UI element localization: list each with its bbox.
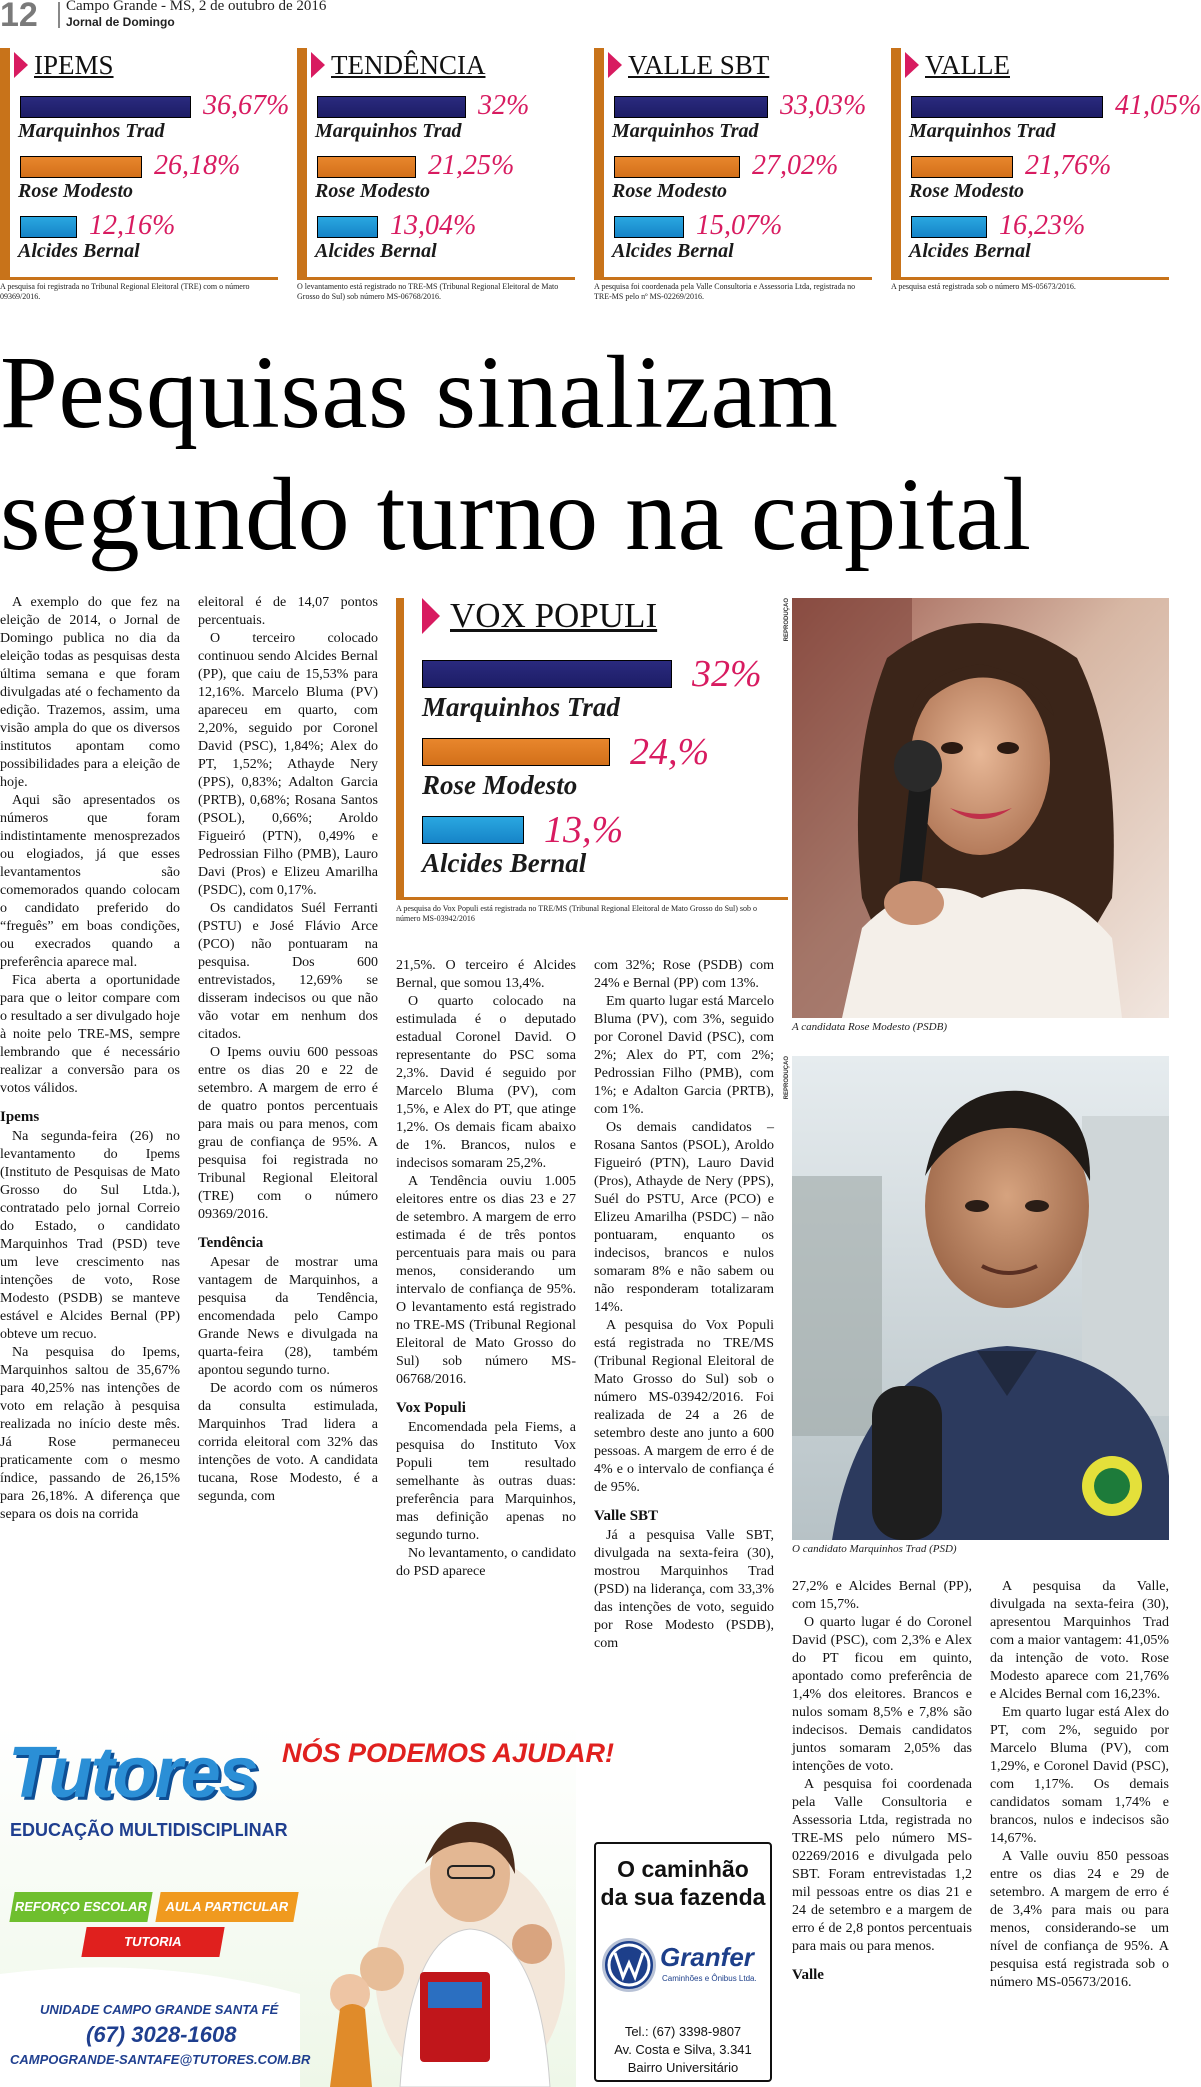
granfer-headline-1: O caminhão [617, 1856, 749, 1882]
vox-percent: 32% [692, 653, 762, 695]
poll-percent: 32% [478, 90, 530, 121]
dateline: Campo Grande - MS, 2 de outubro de 2016 [66, 0, 327, 14]
headline-line-1: Pesquisas sinalizam [0, 335, 839, 450]
paragraph: A exemplo do que fez na eleição de 2014, o Jornal de Domingo publica no dia da eleição todas as pesquisas desta última semana e que foram divulgadas até o fechamento da edição. Trazemos, assim, uma visão ampla do que os diversos institutos apontam como possibilidades para a eleição de hoje. [0, 595, 180, 790]
poll-percent: 41,05% [1115, 90, 1201, 121]
article-column-3 [396, 957, 576, 1717]
headline [0, 332, 1169, 576]
poll-bottom-bar [891, 277, 1169, 280]
poll-bar [20, 156, 142, 178]
article-column-2 [198, 594, 378, 1714]
vox-candidate: Alcides Bernal [422, 848, 587, 878]
poll-candidate: Rose Modesto [612, 180, 727, 202]
marquinhos-trad-photo [792, 1056, 1169, 1540]
poll-candidate: Alcides Bernal [909, 240, 1031, 262]
poll-box [0, 0, 290, 301]
paragraph: Já a pesquisa Valle SBT, divulgada na sexta-feira (30), mostrou Marquinhos Trad (PSD) na liderança, com 33,3% das intenções de voto, seguido por Rose Modesto (PSDB), com [594, 1528, 774, 1651]
marquinhos-caption: O candidato Marquinhos Trad (PSD) [792, 1543, 957, 1555]
poll-candidate: Rose Modesto [18, 180, 133, 202]
tutores-ad[interactable] [0, 1724, 615, 2087]
poll-percent: 12,16% [89, 210, 176, 241]
poll-left-bar [594, 48, 604, 280]
vox-note: A pesquisa do Vox Populi está registrada no TRE/MS (Tribunal Regional Eleitoral de Mato Grosso do Sul) sob o número MS-03942/2016 [396, 904, 758, 923]
poll-marker-icon [311, 52, 325, 78]
article-column-1 [0, 594, 180, 1714]
poll-percent: 26,18% [154, 150, 241, 181]
paragraph: De acordo com os números da consulta estimulada, Marquinhos Trad lidera a corrida eleitoral com 32% das intenções de voto. A candidata tucana, Rose Modesto, é a segunda, com [198, 1381, 378, 1504]
poll-candidate: Alcides Bernal [612, 240, 734, 262]
paragraph: A Valle ouviu 850 pessoas entre os dias 24 e 29 de setembro. A margem de erro é de 3,4% para mais ou para menos, considerando-se um nível de confiança de 95%. A pesquisa está registrada sob o número MS-05673/2016. [990, 1849, 1169, 1990]
vox-title: VOX POPULI [450, 596, 658, 635]
article-column-4 [594, 957, 774, 1837]
poll-candidate: Alcides Bernal [18, 240, 140, 262]
poll-percent: 33,03% [780, 90, 867, 121]
photo-credit-1: REPRODUÇÃO [784, 598, 790, 642]
tutores-email: CAMPOGRANDE-SANTAFE@TUTORES.COM.BR [10, 2052, 311, 2067]
paragraph: Os candidatos Suél Ferranti (PSTU) e José Flávio Arce (PCO) não pontuaram na pesquisa. Dos 600 entrevistados, 12,69% se disseram indecisos ou que não vão votar em nenhum dos citados. [198, 901, 378, 1042]
poll-left-bar [891, 48, 901, 280]
tutores-unit: UNIDADE CAMPO GRANDE SANTA FÉ [40, 2002, 279, 2017]
tutores-phone: (67) 3028-1608 [86, 2022, 237, 2047]
granfer-ad[interactable] [594, 1842, 772, 2082]
poll-bar [614, 96, 768, 118]
poll-bottom-bar [0, 277, 278, 280]
poll-bar [614, 156, 740, 178]
poll-percent: 16,23% [999, 210, 1086, 241]
poll-bar [911, 216, 987, 238]
paragraph: eleitoral é de 14,07 pontos percentuais. [198, 595, 378, 628]
poll-left-bar [297, 48, 307, 280]
poll-candidate: Rose Modesto [315, 180, 430, 202]
paragraph: A pesquisa da Valle, divulgada na sexta-feira (30), apresentou Marquinhos Trad com a maior vantagem: 41,05% da intenção de voto. Rose Modesto aparece com 21,76% e Alcides Bernal com 16,23%. [990, 1579, 1169, 1702]
vox-bottom-bar [396, 897, 788, 900]
vox-bar [422, 660, 672, 688]
poll-bar [317, 216, 378, 238]
vox-percent: 13,% [544, 809, 624, 851]
tutores-slogan: NÓS PODEMOS AJUDAR! [282, 1738, 615, 1768]
subheading: Vox Populi [396, 1400, 466, 1416]
vox-bar [422, 738, 610, 766]
poll-bar [20, 96, 191, 118]
poll-bar [911, 156, 1013, 178]
poll-candidate: Marquinhos Trad [612, 120, 759, 142]
vox-bar [422, 816, 524, 844]
subheading: Valle [792, 1967, 824, 1983]
vox-candidate: Marquinhos Trad [422, 692, 620, 722]
vox-percent: 24,% [630, 731, 710, 773]
poll-percent: 15,07% [696, 210, 783, 241]
paragraph: O Ipems ouviu 600 pessoas entre os dias 20 e 22 de setembro. A margem de erro é de quatro pontos percentuais para mais ou para menos, com grau de confiança de 95%. A pesquisa foi registrada no Tribunal Regional Eleitoral (TRE) com o número 09369/2016. [198, 1045, 378, 1222]
poll-bar [911, 96, 1103, 118]
poll-note: A pesquisa foi registrada no Tribunal Regional Eleitoral (TRE) com o número 09369/2016. [0, 282, 250, 301]
rose-caption: A candidata Rose Modesto (PSDB) [792, 1021, 947, 1033]
article-column-5 [792, 1578, 972, 2087]
paper-name: Jornal de Domingo [66, 15, 175, 29]
poll-bottom-bar [594, 277, 872, 280]
vw-logo-icon [602, 1938, 656, 1992]
poll-percent: 21,76% [1025, 150, 1112, 181]
paragraph: com 32%; Rose (PSDB) com 24% e Bernal (PP) com 13%. [594, 958, 774, 991]
vox-left-bar [396, 598, 404, 900]
paragraph: 21,5%. O terceiro é Alcides Bernal, que somou 13,4%. [396, 958, 576, 991]
poll-box [297, 0, 575, 301]
paragraph: O quarto colocado na estimulada é o deputado estadual Coronel David. O representante do PSC soma 2,3%. David é seguido por Marcelo Bluma (PV), com 1,5%, e Alex do PT, que atinge 1,2%. Os demais ficam abaixo de 1%. Brancos, nulos e indecisos somaram 25,2%. [396, 994, 576, 1171]
poll-bar [317, 96, 466, 118]
tutores-tagline: EDUCAÇÃO MULTIDISCIPLINAR [10, 1820, 288, 1840]
poll-left-bar [0, 48, 10, 280]
vox-candidate: Rose Modesto [422, 770, 578, 800]
article-column-6 [990, 1578, 1169, 2087]
paragraph: Na segunda-feira (26) no levantamento do Ipems (Instituto de Pesquisas de Mato Grosso do Sul Ltda.), contratado pelo jornal Correio do Estado, o candidato Marquinhos Trad (PSD) teve um leve crescimento nas intenções de voto, Rose Modesto (PSDB) se manteve estável e Alcides Bernal (PP) obteve um recuo. [0, 1129, 180, 1342]
poll-candidate: Rose Modesto [909, 180, 1024, 202]
paragraph: O terceiro colocado continuou sendo Alcides Bernal (PP), que caiu de 15,53% para 12,16%. Marcelo Bluma (PV) apareceu em quarto, com 2,20%, seguido por Coronel David (PSC), 1,84%; Alex do PT, 1,52%; Athayde Nery (PPS), 0,83%; Adalton Garcia (PRTB), 0,68%; Rosana Santos (PSOL), 0,66%; Aroldo Figueiró (PTN), 0,49% e Pedrossian Filho (PMB), Lauro Davi (Pros) e Elizeu Amarilha (PSDC), com 0,17%. [198, 631, 378, 898]
poll-marker-icon [14, 52, 28, 78]
granfer-district: Bairro Universitário [627, 2060, 739, 2075]
rose-modesto-photo [792, 598, 1169, 1018]
poll-candidate: Alcides Bernal [315, 240, 437, 262]
subheading: Valle SBT [594, 1508, 659, 1524]
granfer-headline-2: da sua fazenda [600, 1884, 766, 1910]
paragraph: Apesar de mostrar uma vantagem de Marquinhos, a pesquisa da Tendência, encomendada pelo Campo Grande News e divulgada na quarta-feira (28), também apontou segundo turno. [198, 1255, 378, 1378]
subheading: Ipems [0, 1109, 40, 1125]
poll-bar [614, 216, 684, 238]
paragraph: No levantamento, o candidato do PSD aparece [396, 1546, 576, 1579]
paragraph: A Tendência ouviu 1.005 eleitores entre os dias 23 e 27 de setembro. A margem de erro estimada é de três pontos percentuais para mais ou para menos, considerando um intervalo de confiança de 95%. O levantamento está registrado no TRE-MS (Tribunal Regional Eleitoral de Mato Grosso do Sul) sob número MS-06768/2016. [396, 1174, 576, 1387]
headline-line-2: segundo turno na capital [0, 457, 1032, 572]
granfer-address: Av. Costa e Silva, 3.341 [614, 2042, 752, 2057]
poll-title: VALLE SBT [628, 50, 770, 80]
poll-marker-icon [608, 52, 622, 78]
poll-bar [20, 216, 77, 238]
rose-modesto-illustration [792, 598, 1169, 1018]
paragraph: O quarto lugar é do Coronel David (PSC), com 2,3% e Alex do PT ficou em quinto, apontado como preferência de 1,4% dos eleitores. Brancos e nulos somam 8,5% e 7,8% são indecisos. Demais candidatos juntos somaram 2,05% das intenções de voto. [792, 1615, 972, 1774]
vox-marker-icon [422, 598, 440, 634]
poll-marker-icon [905, 52, 919, 78]
paragraph: Os demais candidatos – Rosana Santos (PSOL), Aroldo Figueiró (PTN), Lauro David (Pros), Athayde de Nery (PPS), Suél do PSTU, Arce (PCO) e Elizeu Amarilha (PSDC) – não pontuaram, enquanto os indecisos, brancos e nulos somaram 8% e não sabem ou não responderam totalizaram 14%. [594, 1120, 774, 1315]
paragraph: Encomendada pela Fiems, a pesquisa do Instituto Vox Populi tem resultado semelhante às outras duas: preferência para Marquinhos, mas definição apenas no segundo turno. [396, 1420, 576, 1543]
service-aula-badge: AULA PARTICULAR [155, 1892, 298, 1922]
poll-candidate: Marquinhos Trad [909, 120, 1056, 142]
marquinhos-illustration [792, 1056, 1169, 1540]
paragraph: Fica aberta a oportunidade para que o leitor compare com o resultado a ser divulgado hoje à noite pelo TRE-MS, sempre lembrando que é necessário realizar a conversão para os votos válidos. [0, 973, 180, 1096]
paragraph: 27,2% e Alcides Bernal (PP), com 15,7%. [792, 1579, 972, 1612]
poll-note: A pesquisa foi coordenada pela Valle Consultoria e Assessoria Ltda, registrada no TRE-MS pelo nº MS-02269/2016. [594, 282, 856, 301]
poll-percent: 13,04% [390, 210, 477, 241]
paragraph: Na pesquisa do Ipems, Marquinhos saltou de 35,67% para 40,25% nas intenções de voto em relação à pesquisa realizada no início deste mês. Já Rose permaneceu praticamente com o mesmo índice, passando de 26,15% para 26,18%. A diferença que separa os dois na corrida [0, 1345, 180, 1522]
poll-title: VALLE [925, 50, 1010, 80]
poll-bar [317, 156, 416, 178]
paragraph: Em quarto lugar está Marcelo Bluma (PV), com 3%, seguido por Coronel David (PSC), com 2%; Alex do PT, com 2%; Pedrossian Filho (PMB), com 1%; e Adalton Garcia (PRTB), com 1%. [594, 994, 774, 1117]
poll-box [891, 0, 1201, 291]
poll-title: IPEMS [34, 50, 114, 80]
service-tutoria-badge: TUTORIA [81, 1927, 224, 1957]
poll-percent: 36,67% [203, 90, 290, 121]
paragraph: A pesquisa do Vox Populi está registrada no TRE/MS (Tribunal Regional Eleitoral de Mato Grosso do Sul) sob o número MS-03942/2016. Foi realizada de 24 a 26 de setembro deste ano junto a 600 pessoas. A margem de erro é de 4% e o intervalo de confiança é de 95%. [594, 1318, 774, 1495]
poll-candidate: Marquinhos Trad [315, 120, 462, 142]
paragraph: Em quarto lugar está Alex do PT, com 2%, seguido por Marcelo Bluma (PV), com 1,29%, e Coronel David (PSC), com 1,17%. Os demais candidatos somam 1,74% e brancos, nulos e indecisos são 14,67%. [990, 1705, 1169, 1846]
poll-title: TENDÊNCIA [331, 50, 486, 80]
subheading: Tendência [198, 1235, 264, 1251]
granfer-brand-sub: Caminhões e Ônibus Ltda. [662, 1974, 757, 1983]
page-number: 12 [0, 0, 38, 34]
photo-credit-2: REPRODUÇÃO [784, 1056, 790, 1100]
vw-logo-mark [605, 1941, 653, 1989]
poll-percent: 21,25% [428, 150, 515, 181]
granfer-brand: Granfer [660, 1942, 754, 1972]
poll-bottom-bar [297, 277, 575, 280]
poll-box [594, 0, 872, 301]
poll-candidate: Marquinhos Trad [18, 120, 165, 142]
poll-note: O levantamento está registrado no TRE-MS (Tribunal Regional Eleitoral de Mato Grosso do Sul) sob número MS-06768/2016. [297, 282, 559, 301]
paragraph: Aqui são apresentados os números que foram indistintamente menosprezados ou elogiados, já que esses levantamentos são comemorados quando colocam o candidato preferido do “freguês” em boas condições, ou execrados quando a preferência aparece mal. [0, 793, 180, 970]
poll-percent: 27,02% [752, 150, 839, 181]
poll-note: A pesquisa está registrada sob o número MS-05673/2016. [891, 282, 1076, 291]
vox-populi-box [396, 596, 788, 923]
paragraph: A pesquisa foi coordenada pela Valle Consultoria e Assessoria Ltda, registrada no TRE-MS pelo número MS-02269/2016 e divulgada pelo SBT. Foram entrevistadas 1,2 mil pessoas entre os dias 21 e 24 de setembro e a margem de erro é de 2,8 pontos percentuais para mais ou para menos. [792, 1777, 972, 1954]
tutores-brand: Tutores [8, 1733, 257, 1813]
service-reforco-badge: REFORÇO ESCOLAR [9, 1892, 152, 1922]
granfer-phone: Tel.: (67) 3398-9807 [624, 2024, 742, 2039]
